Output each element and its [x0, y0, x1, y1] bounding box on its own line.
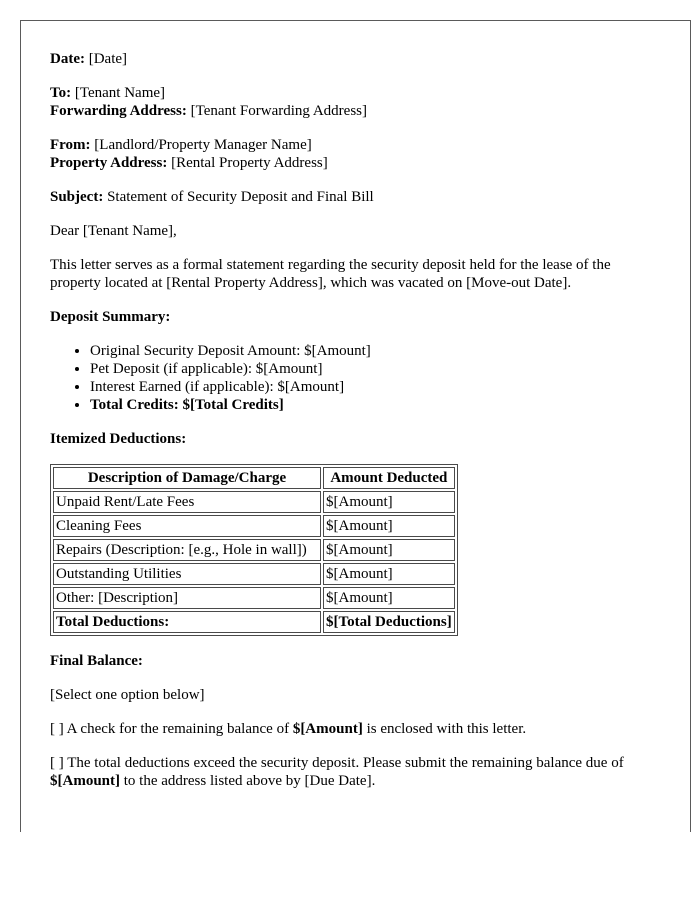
subject-label: Subject: — [50, 189, 104, 205]
salutation: Dear [Tenant Name], — [50, 223, 177, 239]
table-row — [53, 539, 455, 561]
deduction-amount: $[Amount] — [323, 515, 455, 537]
deduction-description: Repairs (Description: [e.g., Hole in wall]) — [53, 539, 321, 561]
option1-prefix: [ ] A check for the remaining balance of — [50, 721, 293, 737]
total-credits-item: • Total Credits: $[Total Credits] — [90, 396, 661, 414]
deductions-heading: Itemized Deductions: — [50, 431, 187, 447]
date-label: Date: — [50, 51, 85, 67]
total-deductions-label: Total Deductions: — [53, 611, 321, 633]
final-balance-instruction: [Select one option below] — [50, 687, 205, 703]
to-label: To: — [50, 85, 72, 101]
recipient-block — [50, 84, 661, 120]
letter-page — [20, 20, 691, 832]
option-balance-due — [50, 754, 661, 790]
final-balance-heading: Final Balance: — [50, 653, 143, 669]
from-label: From: — [50, 137, 91, 153]
property-value: [Rental Property Address] — [171, 155, 328, 171]
date-value: [Date] — [88, 51, 128, 67]
to-value: [Tenant Name] — [74, 85, 166, 101]
property-label: Property Address: — [50, 155, 168, 171]
forwarding-value: [Tenant Forwarding Address] — [190, 103, 367, 119]
forwarding-label: Forwarding Address: — [50, 103, 187, 119]
column-header-amount: Amount Deducted — [323, 467, 455, 489]
deduction-amount: $[Amount] — [323, 539, 455, 561]
subject-value: Statement of Security Deposit and Final Bill — [107, 189, 374, 205]
table-row — [53, 563, 455, 585]
list-item: • Original Security Deposit Amount: $[Amount] — [90, 342, 661, 360]
deposit-summary-heading: Deposit Summary: — [50, 309, 171, 325]
list-item: • Interest Earned (if applicable): $[Amount] — [90, 378, 661, 396]
intro-paragraph: This letter serves as a formal statement regarding the security deposit held for the lease of the property located at [Rental Property Address], which was vacated on [Move-out Date]. — [50, 257, 611, 291]
deductions-table — [50, 464, 458, 636]
deduction-description: Outstanding Utilities — [53, 563, 321, 585]
table-row — [53, 587, 455, 609]
table-total-row — [53, 611, 455, 633]
total-deductions-value: $[Total Deductions] — [323, 611, 455, 633]
from-value: [Landlord/Property Manager Name] — [94, 137, 312, 153]
option1-amount: $[Amount] — [292, 721, 363, 737]
sender-block — [50, 136, 661, 172]
date-line — [50, 50, 661, 68]
table-header-row — [53, 467, 455, 489]
option2-prefix: [ ] The total deductions exceed the security deposit. Please submit the remaining balance due of — [50, 755, 624, 771]
list-item: • Pet Deposit (if applicable): $[Amount] — [90, 360, 661, 378]
deduction-description: Unpaid Rent/Late Fees — [53, 491, 321, 513]
subject-line — [50, 188, 661, 206]
option-check-enclosed — [50, 720, 661, 738]
table-row — [53, 515, 455, 537]
deposit-summary-list — [50, 342, 661, 414]
option2-suffix: to the address listed above by [Due Date]. — [120, 773, 376, 789]
deduction-amount: $[Amount] — [323, 587, 455, 609]
table-row — [53, 491, 455, 513]
deduction-amount: $[Amount] — [323, 491, 455, 513]
deduction-description: Cleaning Fees — [53, 515, 321, 537]
option1-suffix: is enclosed with this letter. — [362, 721, 527, 737]
column-header-description: Description of Damage/Charge — [53, 467, 321, 489]
deduction-description: Other: [Description] — [53, 587, 321, 609]
deduction-amount: $[Amount] — [323, 563, 455, 585]
option2-amount: $[Amount] — [50, 773, 120, 789]
